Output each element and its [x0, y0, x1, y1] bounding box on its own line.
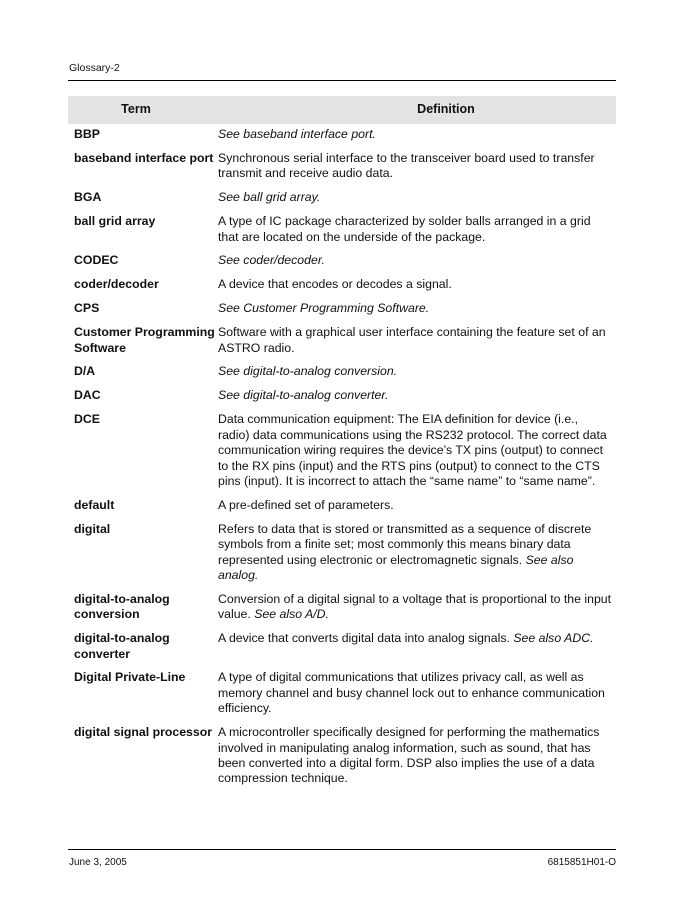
definition-text: Conversion of a digital signal to a voltage that is proportional to the input value. [218, 591, 612, 622]
table-row [68, 301, 616, 325]
table-row [68, 498, 616, 522]
glossary-term: Digital Private-Line [74, 670, 186, 685]
glossary-term: digital signal processor [74, 725, 213, 740]
glossary-term: CODEC [74, 253, 119, 268]
glossary-term: DAC [74, 388, 101, 403]
footer-divider [68, 849, 616, 850]
cross-reference-text: See also ADC. [513, 631, 594, 646]
table-row [68, 670, 616, 725]
glossary-table-header [68, 96, 616, 124]
glossary-definition [218, 325, 616, 356]
cross-reference-text: See coder/decoder. [218, 253, 325, 268]
glossary-definition [218, 253, 616, 268]
glossary-definition [218, 670, 616, 716]
definition-text: A type of IC package characterized by solder balls arranged in a grid that are located on the underside of the package. [218, 214, 591, 244]
cross-reference-text: See Customer Programming Software. [218, 301, 430, 316]
footer-doc-number: 6815851H01-O [547, 857, 616, 868]
page-header-label: Glossary-2 [69, 62, 120, 74]
glossary-term: coder/decoder [74, 277, 159, 292]
glossary-term: ball grid array [74, 214, 156, 229]
definition-text: A type of digital communications that utilizes privacy call, as well as memory channel and busy channel lock out to enhance communication efficiency. [218, 670, 605, 716]
glossary-term: Customer Programming Software [74, 325, 215, 355]
column-header-definition: Definition [417, 102, 475, 116]
table-row [68, 388, 616, 412]
definition-text: A microcontroller specifically designed for performing the mathematics involved in manipulating analog information, such as sound, that has been converted into a digital form. DSP also implies the use of a data compression technique. [218, 725, 600, 786]
glossary-definition [218, 190, 616, 205]
glossary-table-body [68, 126, 616, 795]
table-row [68, 364, 616, 388]
table-row [68, 325, 616, 364]
glossary-definition [218, 412, 616, 489]
definition-text: Synchronous serial interface to the transceiver board used to transfer transmit and receive audio data. [218, 150, 595, 181]
glossary-definition [218, 277, 616, 292]
definition-text: A device that converts digital data into analog signals. [218, 631, 514, 646]
definition-text: A device that encodes or decodes a signal. [218, 277, 452, 292]
cross-reference-text: See baseband interface port. [218, 127, 376, 141]
table-row [68, 631, 616, 670]
glossary-term: CPS [74, 301, 100, 316]
glossary-definition [218, 592, 616, 623]
cross-reference-text: See also analog. [218, 552, 574, 582]
cross-reference-text: See digital-to-analog converter. [218, 388, 389, 403]
table-row [68, 412, 616, 498]
cross-reference-text: See ball grid array. [218, 190, 321, 205]
glossary-definition [218, 214, 616, 245]
table-row [68, 151, 616, 190]
glossary-term: digital [74, 521, 111, 536]
table-row [68, 214, 616, 253]
table-row [68, 592, 616, 631]
glossary-term: baseband interface port [74, 150, 214, 165]
definition-text: A pre-defined set of parameters. [218, 497, 394, 512]
table-row [68, 253, 616, 277]
glossary-term: BGA [74, 190, 102, 205]
glossary-term: digital-to-analog converter [74, 631, 170, 661]
glossary-term: BBP [74, 127, 100, 141]
glossary-definition [218, 388, 616, 403]
definition-text: Data communication equipment: The EIA definition for device (i.e., radio) data communications using the RS232 protocol. The correct data communication wiring requires the device’s TX pins (output) to connect to the RX pins (input) and the RTS pins (output) to connect to the CTS pins (input). It is incorrect to attach the “same name” to “same name”. [218, 412, 607, 488]
glossary-term: digital-to-analog conversion [74, 591, 170, 622]
glossary-definition [218, 631, 616, 646]
glossary-definition [218, 498, 616, 513]
glossary-definition [218, 364, 616, 379]
glossary-definition [218, 725, 616, 787]
table-row [68, 190, 616, 214]
glossary-definition [218, 127, 616, 142]
table-row [68, 522, 616, 592]
table-row [68, 126, 616, 151]
glossary-definition [218, 522, 616, 584]
table-row [68, 277, 616, 301]
definition-text: Refers to data that is stored or transmitted as a sequence of discrete symbols from a finite set; most commonly this means binary data represented using electronic or electromagnetic signals. [218, 521, 592, 567]
cross-reference-text: See also A/D. [254, 607, 329, 622]
glossary-term: D/A [74, 364, 96, 379]
glossary-term: default [74, 497, 115, 512]
header-divider [68, 80, 616, 81]
definition-text: Software with a graphical user interface containing the feature set of an ASTRO radio. [218, 325, 606, 355]
table-row [68, 725, 616, 795]
glossary-definition [218, 151, 616, 182]
footer-date: June 3, 2005 [69, 857, 127, 868]
glossary-term: DCE [74, 412, 100, 427]
column-header-term: Term [121, 102, 151, 116]
glossary-definition [218, 301, 616, 316]
cross-reference-text: See digital-to-analog conversion. [218, 364, 398, 379]
